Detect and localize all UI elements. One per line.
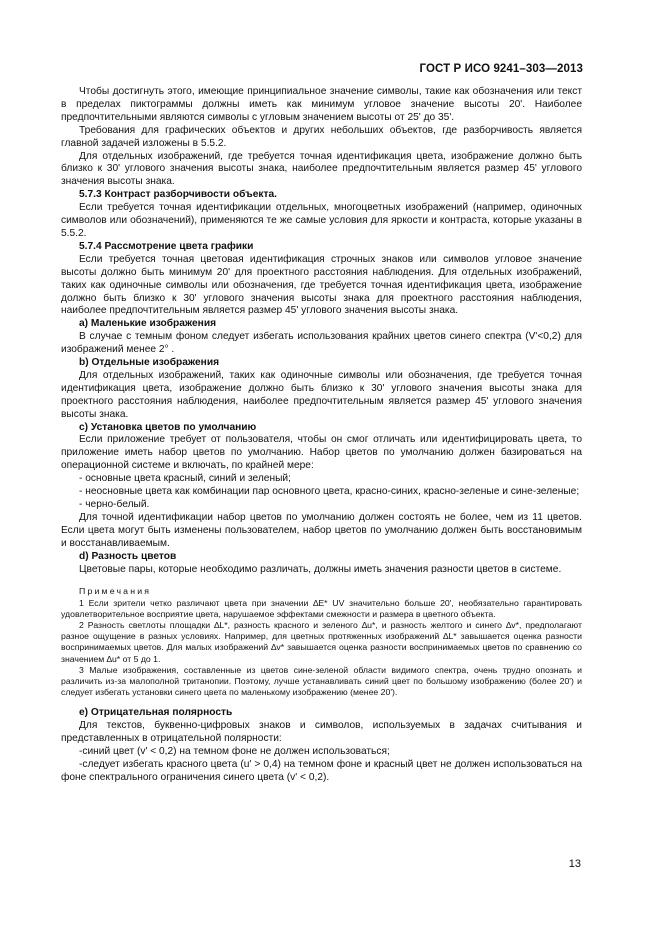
paragraph: В случае с темным фоном следует избегать использования крайних цветов синего спектра (V'<0,2) для изображений менее 2° .	[61, 331, 582, 356]
note-item: 2 Разность светлоты площадки ∆L*, разность красного и зеленого ∆u*, и разность желтого и синего ∆v*, предполагают разное ощущение в разных условиях. Например, для цветных протяженных изображений ∆L* завышается оценка разности воспринимаемых цветов. Для малых изображений ∆v* завышается оценка разности воспринимаемых цветов по сравнению со значением ∆u* от 5 до 1.	[61, 620, 582, 664]
subsection-heading: d) Разность цветов	[79, 550, 177, 562]
document-header: ГОСТ Р ИСО 9241–303—2013	[419, 63, 583, 75]
subsection-heading: b) Отдельные изображения	[79, 357, 220, 369]
subsection-heading: a) Маленькие изображения	[79, 318, 217, 330]
paragraph: Для текстов, буквенно-цифровых знаков и символов, используемых в задачах считывания и представленных в отрицательной полярности:	[61, 720, 582, 745]
section-heading: 5.7.4 Рассмотрение цвета графики	[79, 240, 254, 252]
paragraph: Для отдельных изображений, где требуется точная идентификация цвета, изображение должно быть близко к 30' углового значения высоты знака, наиболее предпочтительным является размер 45' углового значения высоты знака.	[61, 150, 582, 188]
paragraph: Для отдельных изображений, таких как одиночные символы или обозначения, где требуется точная идентификация цвета, изображение должно быть близко к 30' углового значения высоты знака для проектного расстояния наблюдения, наиболее предпочтительным является размер 45' углового значения высоты знака.	[61, 369, 582, 420]
paragraph: Цветовые пары, которые необходимо различать, должны иметь значения разности цветов в системе.	[79, 563, 562, 575]
paragraph: Если приложение требует от пользователя, чтобы он смог отличать или идентифицировать цвета, то приложение иметь набор цветов по умолчанию. Набор цветов по умолчанию должен базироваться на операционной системе и включать, по крайней мере:	[61, 434, 582, 472]
note-item: 1 Если зрители четко различают цвета при значении ∆E* UV значительно больше 20', необязательно гарантировать удовлетворительное восприятие цвета, нарушаемое эффектами смежности и размера в цветного объекта.	[61, 597, 582, 619]
notes-block	[61, 586, 582, 698]
paragraph: Если требуется точная цветовая идентификация строчных знаков или символов угловое значение высоты должно быть минимум 20' для проектного расстояния наблюдения. Для отдельных изображений, таких как одиночные символы или обозначения, где требуется точная идентификация цвета, изображение должно быть близко к 30' углового значения высоты знака для проектного расстояния наблюдения, наиболее предпочтительным является размер 45' углового значения высоты знака.	[61, 253, 582, 317]
paragraph: Чтобы достигнуть этого, имеющие принципиальное значение символы, такие как обозначения или текст в пределах пиктограммы должны иметь как минимум угловое значение высоты 20'. Наиболее предпочтительными являются символы с угловым значением высоты от 25' до 35'.	[61, 86, 582, 123]
paragraph: -синий цвет (v' < 0,2) на темном фоне не должен использоваться;	[79, 746, 390, 758]
paragraph: -следует избегать красного цвета (u' > 0,4) на темном фоне и красный цвет не должен использоваться на фоне спектрального ограничения синего цвета (v' < 0,2).	[61, 759, 582, 783]
note-item: 3 Малые изображения, составленные из цветов сине-зеленой области видимого спектра, очень трудно опознать и различить из-за малополной тританопии. Поэтому, лучше устанавливать синий цвет по большому изображению (более 20') и следует избегать установки синего цвета по маленькому изображению (менее 20').	[61, 664, 582, 698]
list-item: - неосновные цвета как комбинации пар основного цвета, красно-синих, красно-зеленые и сине-зеленые;	[79, 486, 580, 498]
paragraph: Если требуется точная идентификации отдельных, многоцветных изображений (например, одиночных символов или обозначений), применяются те же самые условия для яркости и контраста, которые указаны в 5.5.2.	[61, 202, 582, 239]
subsection-heading: e) Отрицательная полярность	[79, 707, 233, 719]
section-heading: 5.7.3 Контраст разборчивости объекта.	[79, 189, 277, 201]
list-item: - основные цвета красный, синий и зеленый;	[79, 473, 291, 485]
list-item: - черно-белый.	[79, 499, 150, 510]
spacer	[61, 698, 582, 707]
page-content	[61, 86, 582, 785]
paragraph: Требования для графических объектов и других небольших объектов, где разборчивость является главной задачей изложены в 5.5.2.	[61, 124, 582, 149]
page-number: 13	[568, 858, 581, 870]
notes-heading: Примечания	[79, 586, 152, 597]
paragraph: Для точной идентификации набор цветов по умолчанию должен состоять не более, чем из 11 цветов. Если цвета могут быть изменены пользователем, набор цветов по умолчанию должен быть восстановимым и восстанавливаемым.	[61, 511, 582, 549]
subsection-heading: c) Установка цветов по умолчанию	[79, 421, 257, 433]
